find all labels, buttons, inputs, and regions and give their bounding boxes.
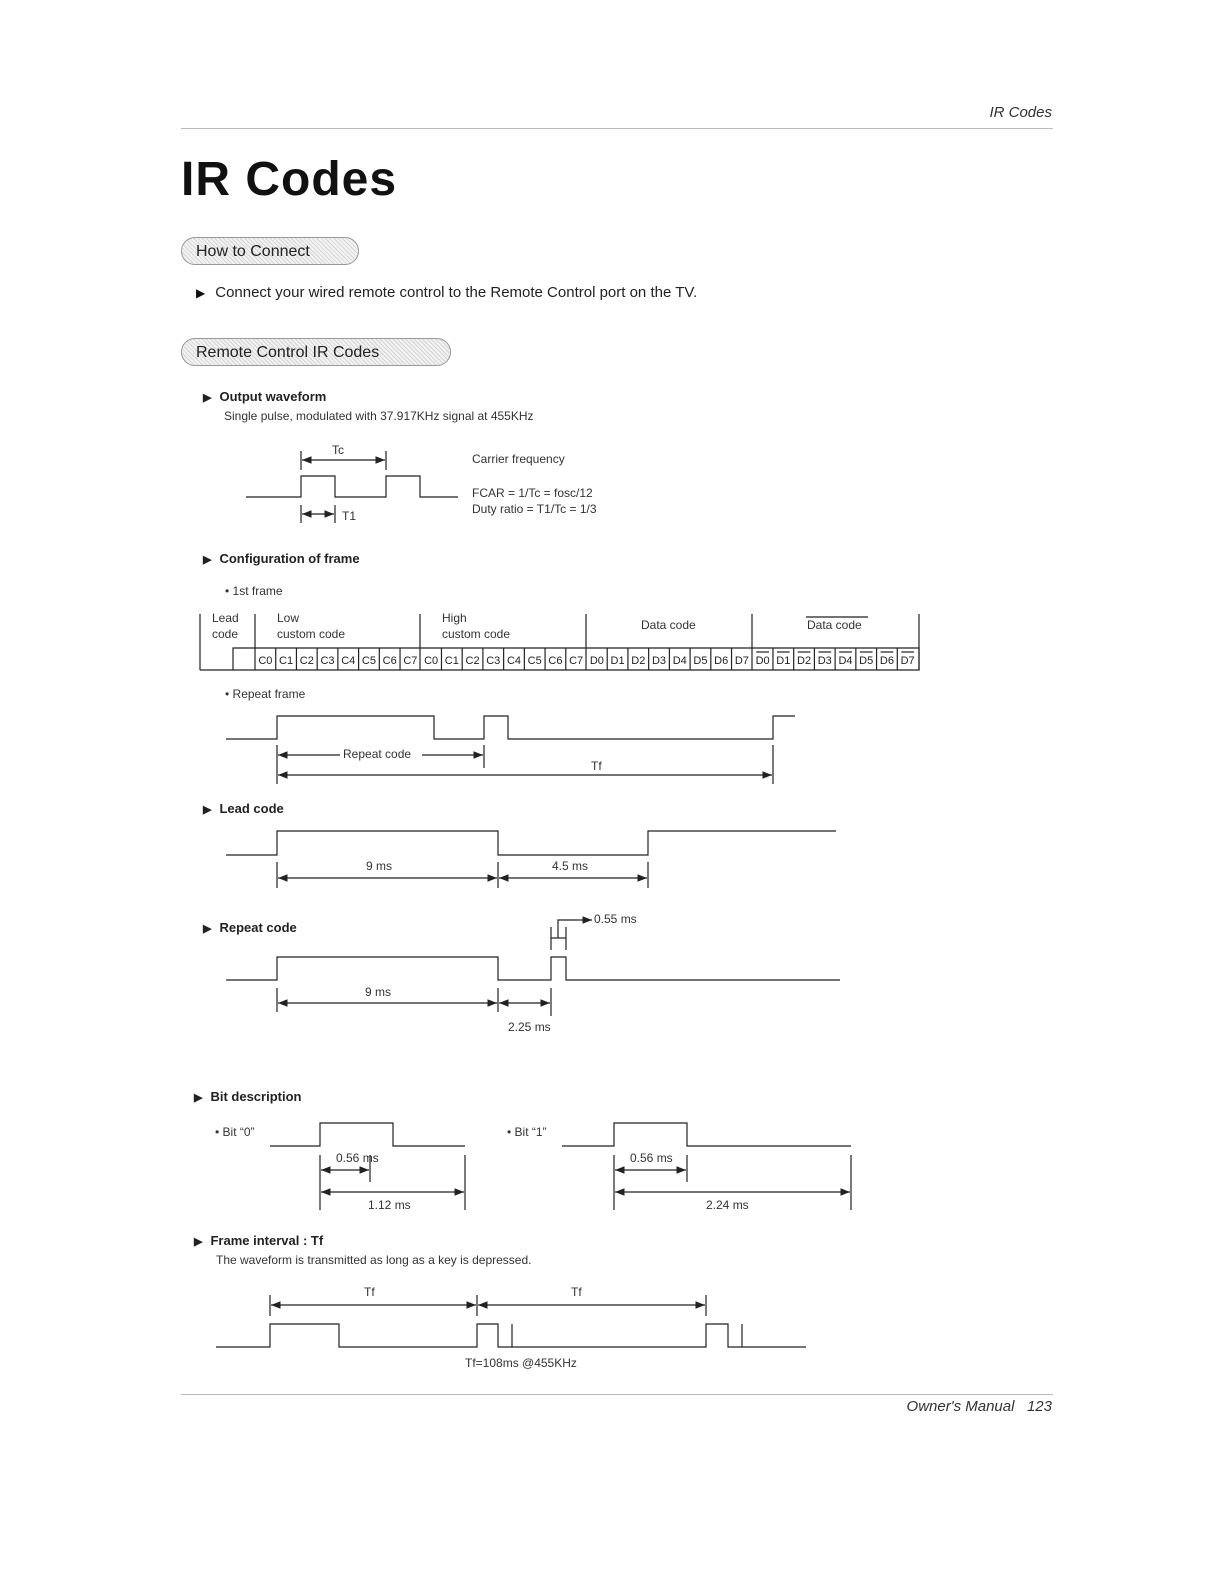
low-custom-bit-c6: C6 [382,655,397,667]
repeat-0-55ms-label: 0.55 ms [594,912,637,926]
low-custom-bit-c1: C1 [279,655,294,667]
bit0-pulse-label: 0.56 ms [336,1151,379,1165]
data-bit-d2: D2 [631,655,646,667]
low-label-line2: custom code [277,627,346,641]
data-bit-d7: D7 [734,655,749,667]
bullet-arrow-icon: ▶ [203,392,212,404]
bit0-label-text: Bit “0” [222,1125,255,1139]
remote-control-ir-codes-heading: Remote Control IR Codes [181,338,451,366]
repeat-code-title [203,920,297,935]
high-custom-bit-c2: C2 [465,655,480,667]
high-custom-bit-c3: C3 [486,655,501,667]
data-bit-d1: D1 [610,655,625,667]
low-custom-bit-c3: C3 [320,655,335,667]
tc-label: Tc [332,443,344,457]
data-bit-d4: D4 [672,655,687,667]
lead-label-line1: Lead [212,611,239,625]
bit-description-title [194,1089,301,1104]
bit1-pulse-label: 0.56 ms [630,1151,673,1165]
interval-note: Tf=108ms @455KHz [465,1356,577,1370]
inverted-data-bit-d2: D2 [797,655,812,667]
repeat-9ms-label: 9 ms [365,985,392,999]
footer-rule [181,1394,1053,1395]
bullet-arrow-icon: ▶ [203,804,212,816]
lead-code-title [203,801,284,816]
repeat-code-title-text: Repeat code [219,920,297,935]
data-code-inverted-label: Data code [807,618,862,632]
bullet-arrow-icon: ▶ [194,1236,203,1248]
bullet-arrow-icon: ▶ [194,1092,203,1104]
repeat-2-25ms-label: 2.25 ms [508,1020,551,1034]
configuration-title-text: Configuration of frame [219,551,360,566]
repeat-frame-label: • Repeat frame [225,687,306,701]
low-custom-bit-c0: C0 [258,655,273,667]
bit1-label-text: Bit “1” [514,1125,547,1139]
pulse-0-55ms-leader [558,920,592,938]
page-number: 123 [1026,1398,1052,1415]
page-footer [907,1398,1052,1415]
data-code-label: Data code [641,618,696,632]
bullet-arrow-icon: ▶ [203,923,212,935]
bit0-period-label: 1.12 ms [368,1198,411,1212]
inverted-data-bit-d3: D3 [817,655,832,667]
connect-instruction-text: Connect your wired remote control to the Remote Control port on the TV. [215,284,698,301]
inverted-data-bit-d4: D4 [838,655,853,667]
high-custom-bit-c4: C4 [506,655,522,667]
bit-description-title-text: Bit description [210,1089,302,1104]
inverted-data-bit-d1: D1 [776,655,791,667]
output-waveform-desc: Single pulse, modulated with 37.917KHz signal at 455KHz [224,409,534,423]
inverted-data-bit-d5: D5 [859,655,874,667]
configuration-title [203,551,360,566]
lead-4-5ms-label: 4.5 ms [552,859,589,873]
frame-interval-title [194,1233,323,1248]
bit1-waveform [562,1123,851,1146]
high-custom-bit-c5: C5 [527,655,542,667]
bit1-period-label: 2.24 ms [706,1198,749,1212]
data-bit-d6: D6 [714,655,729,667]
first-frame-text: 1st frame [232,584,283,598]
bullet-arrow-icon: ▶ [203,554,212,566]
high-label-line2: custom code [442,627,511,641]
running-header: IR Codes [989,104,1052,121]
inverted-data-bit-d7: D7 [900,655,915,667]
fcar-formula: FCAR = 1/Tc = fosc/12 [472,486,593,500]
footer-manual-title: Owner's Manual [906,1398,1015,1415]
bit1-label: • Bit “1” [507,1125,547,1139]
lead-code-title-text: Lead code [219,801,284,816]
high-custom-bit-c6: C6 [548,655,563,667]
carrier-frequency-label: Carrier frequency [472,452,565,466]
carrier-waveform [246,476,458,497]
first-frame-label: • 1st frame [225,584,283,598]
repeat-code-label: Repeat code [343,747,412,761]
repeat-code-waveform [226,957,840,980]
high-label-line1: High [442,611,467,625]
duty-ratio: Duty ratio = T1/Tc = 1/3 [472,502,597,516]
data-bit-d0: D0 [589,655,604,667]
how-to-connect-heading: How to Connect [181,237,359,265]
lead-code-waveform [226,831,836,855]
bit0-waveform [270,1123,465,1146]
low-custom-bit-c4: C4 [341,655,356,667]
inverted-data-bit-d6: D6 [879,655,894,667]
page-title: IR Codes [181,153,398,206]
frame-interval-title-text: Frame interval : Tf [210,1233,324,1248]
lead-9ms-label: 9 ms [366,859,393,873]
t1-label: T1 [342,509,357,523]
high-custom-bit-c0: C0 [424,655,439,667]
high-custom-bit-c1: C1 [444,655,459,667]
repeat-frame-text: Repeat frame [232,687,306,701]
bit0-label: • Bit “0” [215,1125,255,1139]
bullet-arrow-icon: ▶ [196,286,206,300]
low-label-line1: Low [277,611,300,625]
inverted-data-bit-d0: D0 [755,655,770,667]
low-custom-bit-c7: C7 [403,655,418,667]
interval-tf-b: Tf [571,1285,582,1299]
data-bit-d3: D3 [651,655,667,667]
low-custom-bit-c5: C5 [361,655,376,667]
interval-tf-a: Tf [364,1285,375,1299]
low-custom-bit-c2: C2 [299,655,314,667]
output-waveform-title-text: Output waveform [219,389,327,404]
data-bit-d5: D5 [693,655,708,667]
frame-interval-waveform [216,1324,806,1347]
repeat-frame-waveform [226,716,795,739]
high-custom-bit-c7: C7 [569,655,584,667]
lead-label-line2: code [212,627,239,641]
frame-interval-desc: The waveform is transmitted as long as a key is depressed. [216,1253,532,1267]
repeat-tf-label: Tf [591,759,602,773]
